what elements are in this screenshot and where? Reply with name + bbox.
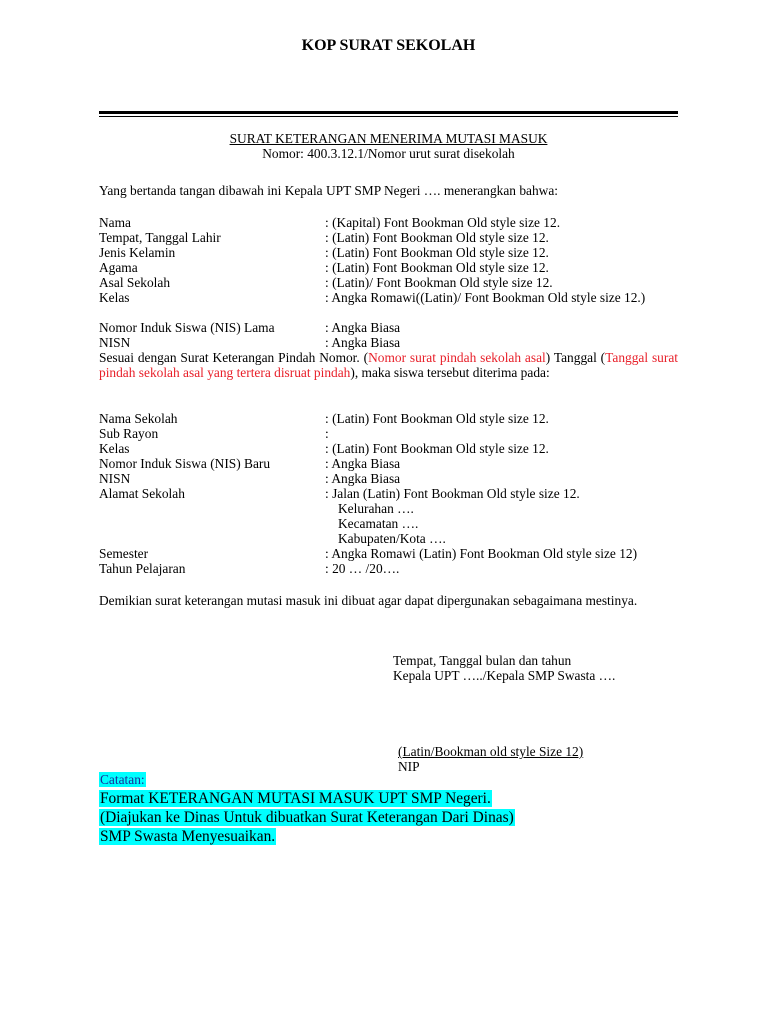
note-line: Format KETERANGAN MUTASI MASUK UPT SMP Negeri. bbox=[100, 790, 491, 807]
address-kecamatan: Kecamatan …. bbox=[338, 516, 419, 531]
closing-paragraph: Demikian surat keterangan mutasi masuk ini dibuat agar dapat dipergunakan sebagaimana mestinya. bbox=[99, 593, 638, 608]
letterhead-rule-thin bbox=[99, 116, 678, 117]
detail-value: : Angka Biasa bbox=[325, 471, 401, 486]
detail-value: : (Latin) Font Bookman Old style size 12. bbox=[325, 260, 549, 275]
transfer-paragraph bbox=[99, 350, 678, 380]
detail-row bbox=[99, 320, 678, 335]
detail-row bbox=[99, 426, 678, 441]
transfer-text-1: Sesuai dengan Surat Keterangan Pindah Nomor. ( bbox=[99, 350, 369, 365]
detail-label: Tahun Pelajaran bbox=[99, 561, 186, 576]
detail-row bbox=[99, 471, 678, 486]
detail-row bbox=[99, 245, 678, 260]
notes-label: Catatan: bbox=[100, 772, 145, 787]
detail-row bbox=[99, 441, 678, 456]
notes-block bbox=[99, 789, 515, 846]
detail-row bbox=[99, 290, 678, 320]
detail-label: Nama bbox=[99, 215, 131, 230]
detail-label: NISN bbox=[99, 335, 131, 350]
detail-row bbox=[99, 456, 678, 471]
detail-label: Nama Sekolah bbox=[99, 411, 178, 426]
detail-row bbox=[99, 546, 678, 561]
detail-value: : 20 … /20…. bbox=[325, 561, 400, 576]
detail-label: Alamat Sekolah bbox=[99, 486, 185, 501]
detail-value: : bbox=[325, 426, 329, 441]
title-line-1: SURAT KETERANGAN MENERIMA MUTASI MASUK bbox=[229, 131, 548, 146]
detail-value: : Angka Biasa bbox=[325, 335, 401, 350]
detail-row bbox=[99, 561, 678, 576]
title-number-line: Nomor: 400.3.12.1/Nomor urut surat disekolah bbox=[262, 146, 515, 161]
detail-value: : (Latin)/ Font Bookman Old style size 12. bbox=[325, 275, 553, 290]
detail-value: : Angka Biasa bbox=[325, 320, 401, 335]
note-line: SMP Swasta Menyesuaikan. bbox=[100, 828, 276, 845]
detail-label: Jenis Kelamin bbox=[99, 245, 176, 260]
detail-row bbox=[99, 260, 678, 275]
detail-value: : Angka Romawi (Latin) Font Bookman Old style size 12) bbox=[325, 546, 638, 561]
detail-label: Asal Sekolah bbox=[99, 275, 171, 290]
document-title bbox=[99, 131, 678, 161]
detail-label: Nomor Induk Siswa (NIS) Lama bbox=[99, 320, 275, 335]
detail-row bbox=[99, 486, 678, 501]
intro-paragraph: Yang bertanda tangan dibawah ini Kepala UPT SMP Negeri …. menerangkan bahwa: bbox=[99, 183, 559, 198]
address-kelurahan: Kelurahan …. bbox=[338, 501, 414, 516]
detail-value: : Angka Romawi((Latin)/ Font Bookman Old style size 12.) bbox=[325, 290, 646, 305]
detail-row bbox=[99, 230, 678, 245]
detail-label: Sub Rayon bbox=[99, 426, 159, 441]
detail-value: : (Kapital) Font Bookman Old style size 12. bbox=[325, 215, 561, 230]
detail-label: Agama bbox=[99, 260, 138, 275]
transfer-letter-date: Tanggal surat pindah sekolah asal yang tertera disruat pindah bbox=[99, 350, 679, 380]
signature-position: Kepala UPT …../Kepala SMP Swasta …. bbox=[393, 668, 616, 683]
detail-value: : Angka Biasa bbox=[325, 456, 401, 471]
student-details bbox=[99, 215, 678, 350]
signature-nip: NIP bbox=[398, 759, 420, 774]
address-kabupaten: Kabupaten/Kota …. bbox=[338, 531, 446, 546]
detail-row bbox=[99, 335, 678, 350]
detail-value: : (Latin) Font Bookman Old style size 12. bbox=[325, 411, 549, 426]
detail-label: NISN bbox=[99, 471, 131, 486]
signature-name: (Latin/Bookman old style Size 12) bbox=[398, 744, 584, 759]
detail-value: : (Latin) Font Bookman Old style size 12. bbox=[325, 245, 549, 260]
school-details bbox=[99, 411, 678, 576]
note-line: (Diajukan ke Dinas Untuk dibuatkan Surat Keterangan Dari Dinas) bbox=[100, 809, 514, 826]
detail-value: : (Latin) Font Bookman Old style size 12. bbox=[325, 230, 549, 245]
detail-label: Kelas bbox=[99, 441, 130, 456]
transfer-text-2: ) Tanggal ( bbox=[545, 350, 606, 365]
detail-value: : (Latin) Font Bookman Old style size 12. bbox=[325, 441, 549, 456]
transfer-letter-number: Nomor surat pindah sekolah asal bbox=[368, 350, 546, 365]
detail-label: Tempat, Tanggal Lahir bbox=[99, 230, 221, 245]
detail-value: : Jalan (Latin) Font Bookman Old style size 12. bbox=[325, 486, 580, 501]
signature-place-date: Tempat, Tanggal bulan dan tahun bbox=[393, 653, 572, 668]
letterhead-title: KOP SURAT SEKOLAH bbox=[301, 37, 476, 54]
detail-row bbox=[99, 275, 678, 290]
letterhead-rule-thick bbox=[99, 111, 678, 114]
transfer-text-3: ), maka siswa tersebut diterima pada: bbox=[350, 365, 550, 380]
detail-row bbox=[99, 411, 678, 426]
detail-label: Kelas bbox=[99, 290, 130, 305]
detail-label: Semester bbox=[99, 546, 149, 561]
detail-label: Nomor Induk Siswa (NIS) Baru bbox=[99, 456, 271, 471]
detail-row bbox=[99, 215, 678, 230]
